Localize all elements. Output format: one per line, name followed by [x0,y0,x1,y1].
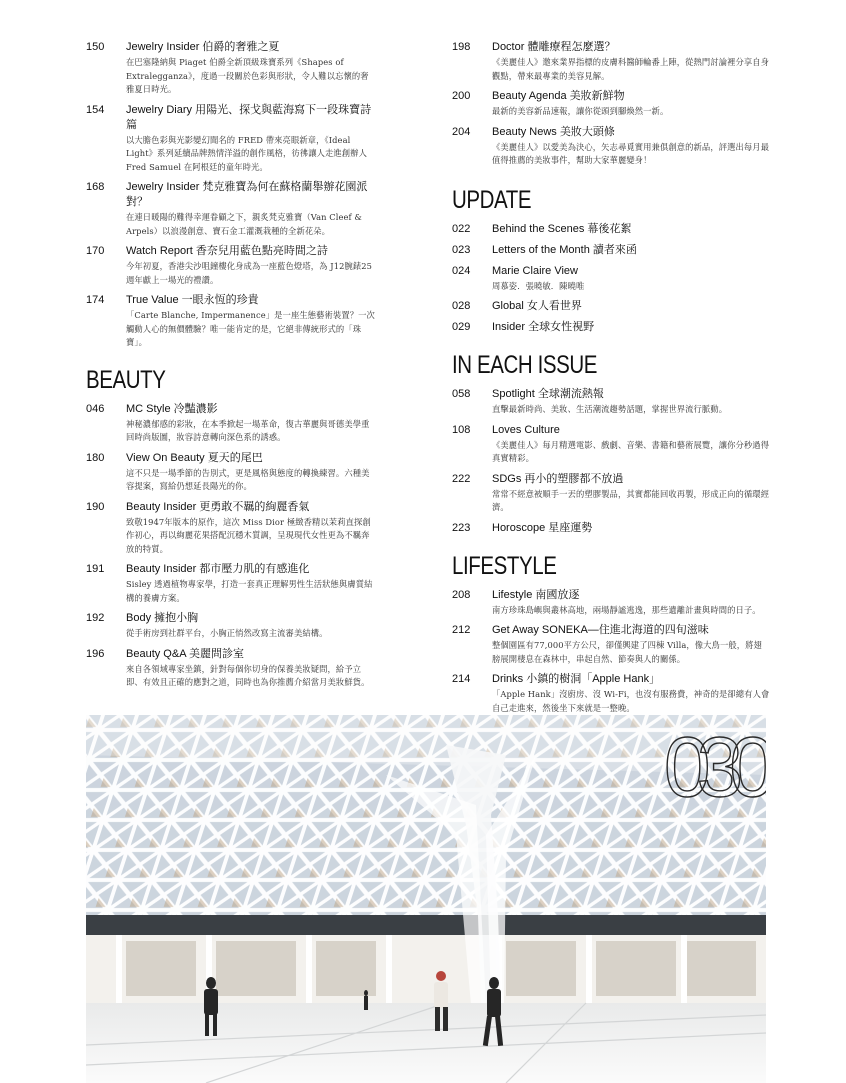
entry-description: 直擊最新時尚、美妝、生活潮流趨勢話題，掌握世界流行脈動。 [492,404,728,414]
entry-title: Beauty Insider 更勇敢不羈的絢麗香氣 [126,500,310,513]
page-ref-number: 204 [452,125,471,138]
right-column [452,40,770,721]
beauty-entry[interactable] [86,647,376,690]
jewelry-entry[interactable] [86,103,376,175]
lifestyle-entry[interactable] [452,588,770,618]
page-ref-number: 180 [86,451,105,464]
entry-title: Behind the Scenes 幕後花絮 [492,222,632,235]
entry-description: 以大膽色彩與光影變幻聞名的 FRED 帶來亮眼新章，《Ideal Light》系列延續品牌熱情洋溢的創作風格，彷彿讓人走進創辦人 Fred Samuel 在阿根廷的童年時光。 [126,134,367,172]
entry-title: Global 女人看世界 [492,300,582,312]
entry-description: 「Carte Blanche, Impermanence」是一座生態藝術裝置？一次觸動人心的無價體驗？唯一能肯定的是，它絕非傳統形式的「珠寶」。 [126,310,375,347]
entry-description: 神秘濃郁感的彩妝，在本季掀起一場革命，復古華麗與哥德美學重回時尚版圖，妝容詩意轉向深色系的誘惑。 [126,418,370,442]
page-ref-number: 168 [86,181,105,193]
beauty-entry[interactable] [86,451,376,494]
atrium-photo [86,715,766,1083]
page-ref-number: 198 [452,41,471,53]
entry-title: SDGs 再小的塑膠都不放過 [492,472,624,485]
page-ref-number: 028 [452,300,471,312]
in-each-issue-entry[interactable] [452,472,770,515]
page-ref-number: 212 [452,624,471,636]
entry-description: 今年初夏，香港尖沙咀鐘樓化身成為一座藍色燈塔，為 J12腕錶25週年獻上一場光的禮讚。 [126,261,372,285]
page-ref-number: 174 [86,294,105,306]
page-ref-number: 022 [452,222,471,235]
entry-description: 整個園區有77,000平方公尺，卻僅興建了四棟 Villa，像大鳥一般，將翅膀展開棲息在森林中，串起自然、節奏與人的關係。 [492,640,762,664]
entry-title: Watch Report 香奈兒用藍色點亮時間之詩 [126,245,328,257]
entry-title: Jewelry Insider 伯爵的奢雅之夏 [126,41,280,53]
update-entry[interactable] [452,320,770,335]
entry-title: Drinks 小鎮的樹洞「Apple Hank」 [492,673,661,685]
in-each-issue-list [452,387,770,536]
section-heading-update: UPDATE [452,185,532,214]
beauty-extra-entry[interactable] [452,89,770,119]
page-ref-number: 150 [86,41,105,53]
section-heading-in-each-issue: IN EACH ISSUE [452,351,598,379]
beauty-entry[interactable] [86,500,376,557]
entry-description: 南方珍珠島嶼與叢林高地，兩場靜謐逃逸，那些遺離計畫與時間的日子。 [492,604,761,615]
entry-description: 周慕姿．張曉敏．陳曉唯 [492,280,585,291]
page-ref-number: 029 [452,321,471,333]
entry-title: Doctor 體雕療程怎麼選？ [492,41,616,53]
section-heading-lifestyle: LIFESTYLE [452,551,557,580]
entry-description: Sisley 透過植物專家學，打造一套真正理解男性生活狀態與膚質結構的養膚方案。 [126,579,373,603]
jewelry-entry[interactable] [86,40,376,97]
entry-title: Insider 全球女性視野 [492,321,595,333]
lifestyle-entry[interactable] [452,623,770,666]
update-list [452,222,770,336]
entry-title: Beauty Q&A 美麗問診室 [126,647,244,660]
page-ref-number: 024 [452,264,471,277]
entry-title: Lifestyle 南國放逐 [492,588,580,601]
entry-title: Jewelry Diary 用陽光、探戈與藍海寫下一段珠寶詩篇 [126,103,372,131]
entry-title: MC Style 冷豔濃影 [126,402,218,415]
entry-description: 最新的美容新品速報，讓你從頭到腳煥然一新。 [492,106,669,116]
entry-title: Jewelry Insider 梵克雅寶為何在蘇格蘭舉辦花園派對？ [126,181,368,208]
update-entry[interactable] [452,243,770,258]
page-number: 030 [663,720,762,814]
page-ref-number: 023 [452,243,471,256]
beauty-extra-list [452,40,770,168]
update-entry[interactable] [452,264,770,294]
update-entry[interactable] [452,222,770,237]
left-column [86,40,376,696]
entry-title: Horoscope 星座運勢 [492,521,593,534]
page-ref-number: 214 [452,673,471,685]
entry-title: Loves Culture [492,423,560,436]
entry-description: 這不只是一場季節的告別式，更是風格與態度的轉換練習。六種美容提案，寫給仍想延長陽光的你。 [126,467,370,491]
entry-description: 《美麗佳人》邀來業界指標的皮膚科醫師輪番上陣，從熱門討論裡分享自身觀點，帶來最專業的美容見解。 [492,57,770,81]
in-each-issue-entry[interactable] [452,387,770,417]
page-ref-number: 222 [452,472,471,485]
entry-title: True Value 一眼永恆的珍貴 [126,294,259,306]
entry-description: 在連日暖陽的難得幸運眷顧之下，親炙梵克雅寶（Van Cleef & Arpels）以浪漫創意、寶石金工灌溉栽種的全新花朵。 [126,212,362,236]
entry-title: Marie Claire View [492,264,578,277]
lifestyle-entry[interactable] [452,672,770,715]
page-ref-number: 208 [452,588,471,601]
jewelry-entry[interactable] [86,244,376,287]
page-ref-number: 196 [86,647,105,660]
beauty-entry[interactable] [86,562,376,605]
page-ref-number: 108 [452,423,471,436]
entry-title: View On Beauty 夏天的尾巴 [126,451,263,464]
beauty-extra-entry[interactable] [452,40,770,83]
entry-title: Beauty Agenda 美妝新鮮物 [492,90,625,102]
entry-title: Letters of the Month 讀者來函 [492,243,637,256]
entry-title: Beauty News 美妝大頭條 [492,125,615,138]
entry-description: 《美麗佳人》每月精選電影、戲劇、音樂、書籍和藝術展覽，讓你分秒過得真實精彩。 [492,439,770,463]
page-ref-number: 058 [452,388,471,400]
jewelry-entry[interactable] [86,180,376,238]
entry-description: 從手術房到社群平台，小胸正悄然改寫主流審美結構。 [126,628,328,638]
page-ref-number: 192 [86,612,105,624]
beauty-entry[interactable] [86,402,376,445]
page-ref-number: 190 [86,500,105,513]
in-each-issue-entry[interactable] [452,521,770,536]
entry-description: 在巴塞隆納與 Piaget 伯爵全新頂級珠寶系列《Shapes of Extralegganza》，度過一段關於色彩與形狀，令人難以忘懷的奢雅夏日時光。 [126,57,369,94]
entry-title: Body 擁抱小胸 [126,612,199,624]
section-heading-beauty: BEAUTY [86,365,166,394]
in-each-issue-entry[interactable] [452,423,770,466]
entry-description: 「Apple Hank」沒廚房、沒 Wi-Fi，也沒有服務費，神奇的是卻總有人會自己走進來，然後坐下來就是一整晚。 [492,689,770,713]
jewelry-entry[interactable] [86,293,376,350]
jewelry-list [86,40,376,350]
page-ref-number: 223 [452,521,471,534]
entry-title: Get Away SONEKA—住進北海道的四旬滋味 [492,624,709,636]
lifestyle-list [452,588,770,716]
beauty-entry[interactable] [86,611,376,641]
entry-description: 《美麗佳人》以愛美為決心，矢志尋覓實用兼俱創意的新品，評選出每月最值得推薦的美妝事件，幫助大家華麗變身！ [492,141,770,165]
beauty-list [86,402,376,690]
beauty-extra-entry[interactable] [452,125,770,168]
entry-title: Spotlight 全球潮流熱報 [492,388,604,400]
page-ref-number: 046 [86,402,105,415]
page-ref-number: 191 [86,563,105,575]
page-ref-number: 200 [452,90,471,102]
entry-description: 常常不經意被順手一丟的塑膠製品，其實都能回收再製，形成正向的循環經濟。 [492,488,770,512]
entry-title: Beauty Insider 都市壓力肌的有感進化 [126,563,310,575]
entry-description: 致敬1947年版本的原作，這次 Miss Dior 極緻香精以茉莉直探創作初心，再以絢麗花果搭配沉穩木質調，呈現現代女性更為不羈奔放的特質。 [126,516,371,554]
page-ref-number: 154 [86,103,105,116]
page-ref-number: 170 [86,245,105,257]
entry-description: 來自各領域專家坐鎮，針對每個你切身的保養美妝疑問，給予立即、有效且正確的應對之道，同時也為你推薦介紹當月美妝鮮貨。 [126,663,370,687]
update-entry[interactable] [452,299,770,314]
